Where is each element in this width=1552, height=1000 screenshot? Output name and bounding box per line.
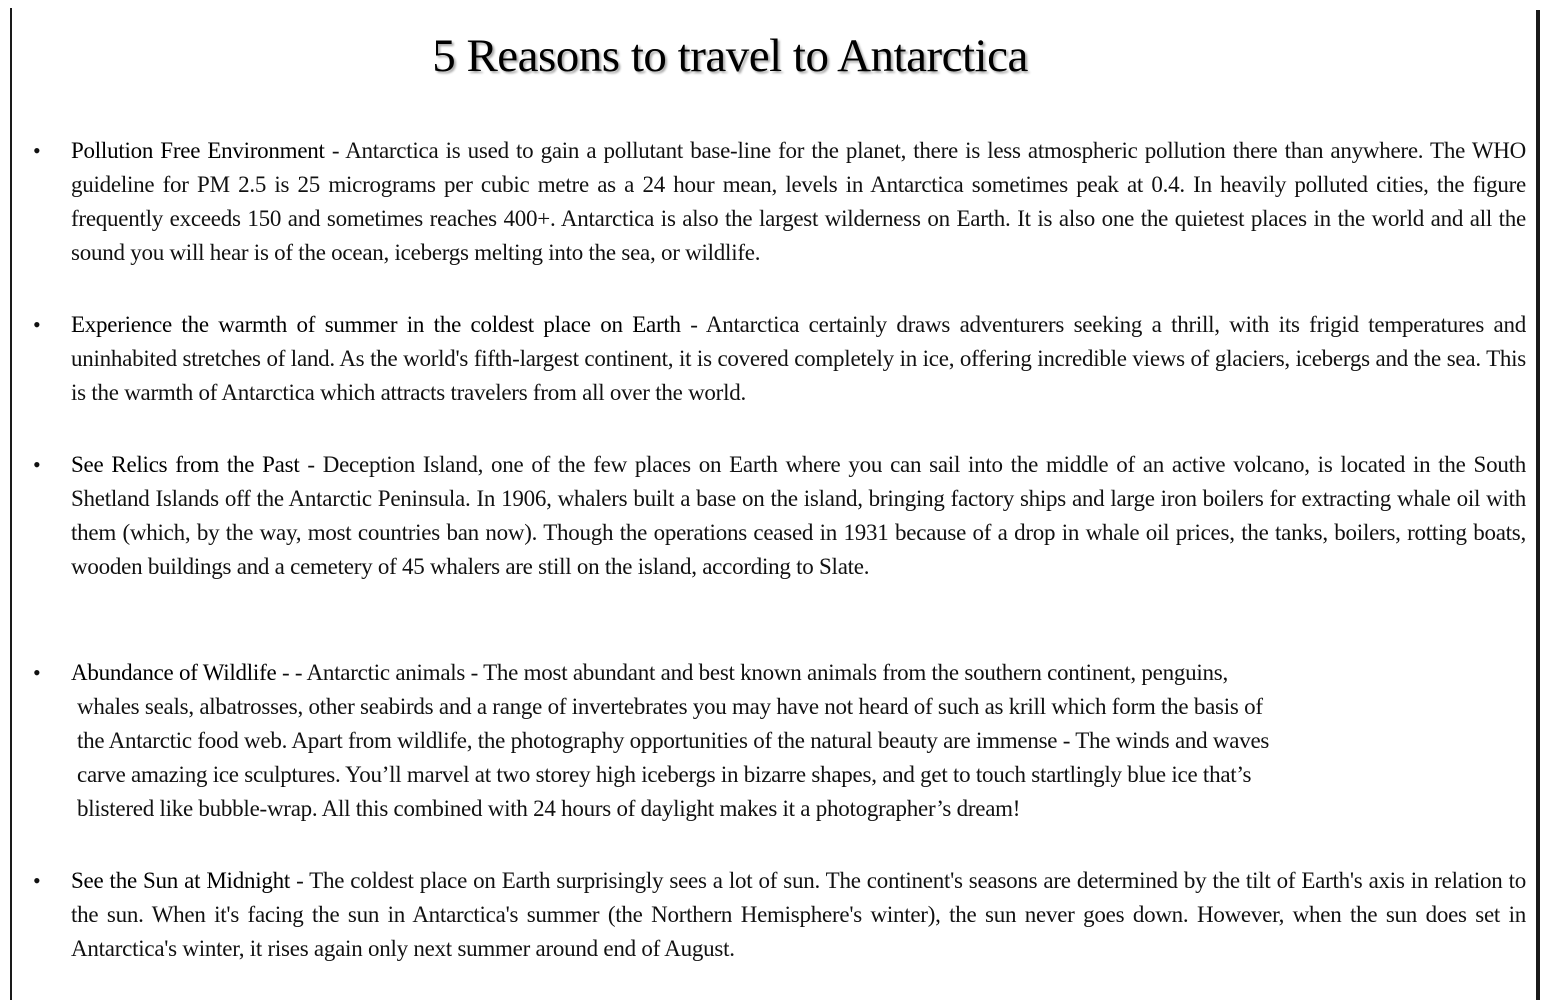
reason-body-line: Antarctic animals - The most abundant and best known animals from the southern continent, penguins, xyxy=(306,660,1228,685)
reason-separator: - - xyxy=(276,660,307,685)
reason-separator: - xyxy=(680,312,706,337)
reason-body: Antarctica certainly draws adventurers seeking a thrill, with its frigid temperatures and uninhabited stretches of land. As the world's fifth-largest continent, it is covered completely in ice, offering incredible views of glaciers, icebergs and the sea. This is the warmth of Antarctica which attracts travelers from all over the world. xyxy=(71,312,1526,405)
wildlife-line-4: carve amazing ice sculptures. You’ll marvel at two storey high icebergs in bizarre shapes, and get to touch startlingly blue ice that’s xyxy=(77,762,1252,787)
bullet-icon: • xyxy=(33,452,41,477)
wildlife-line-1 xyxy=(71,656,1461,690)
bullet-icon: • xyxy=(33,312,41,337)
bullet-icon: • xyxy=(33,138,41,163)
wildlife-line-3: the Antarctic food web. Apart from wildlife, the photography opportunities of the natural beauty are immense - The winds and waves xyxy=(77,728,1270,753)
bullet-icon: • xyxy=(33,868,41,893)
reason-heading: Experience the warmth of summer in the coldest place on Earth xyxy=(71,312,681,337)
page-title: 5 Reasons to travel to Antarctica xyxy=(432,30,1028,82)
bullet-icon: • xyxy=(33,660,41,685)
reason-item-wildlife xyxy=(33,656,1461,826)
left-border-line xyxy=(10,8,12,1000)
reason-heading: Pollution Free Environment xyxy=(71,138,325,163)
reason-heading: See the Sun at Midnight xyxy=(71,868,290,893)
reason-heading: Abundance of Wildlife xyxy=(71,660,277,685)
wildlife-line-2: whales seals, albatrosses, other seabirds and a range of invertebrates you may have not heard of such as krill which form the basis of xyxy=(77,694,1263,719)
reason-item-pollution-free xyxy=(33,134,1527,270)
reason-separator: - xyxy=(299,452,323,477)
reason-heading: See Relics from the Past xyxy=(71,452,300,477)
reason-separator: - xyxy=(324,138,346,163)
reason-body: Deception Island, one of the few places on Earth where you can sail into the middle of an active volcano, is located in the South Shetland Islands off the Antarctic Peninsula. In 1906, whalers built a base on the island, bringing factory ships and large iron boilers for extracting whale oil with them (which, by the way, most countries ban now). Though the operations ceased in 1931 because of a drop in whale oil prices, the tanks, boilers, rotting boats, wooden buildings and a cemetery of 45 whalers are still on the island, according to Slate. xyxy=(71,452,1526,579)
reason-item-midnight-sun xyxy=(33,864,1526,966)
right-border-line xyxy=(1536,10,1540,1000)
reason-body: The coldest place on Earth surprisingly sees a lot of sun. The continent's seasons are determined by the tilt of Earth's axis in relation to the sun. When it's facing the sun in Antarctica's summer (the Northern Hemisphere's winter), the sun never goes down. However, when the sun does set in Antarctica's winter, it rises again only next summer around end of August. xyxy=(71,868,1526,961)
reason-body: Antarctica is used to gain a pollutant base-line for the planet, there is less atmospheric pollution there than anywhere. The WHO guideline for PM 2.5 is 25 micrograms per cubic metre as a 24 hour mean, levels in Antarctica sometimes peak at 0.4. In heavily polluted cities, the figure frequently exceeds 150 and sometimes reaches 400+. Antarctica is also the largest wilderness on Earth. It is also one the quietest places in the world and all the sound you will hear is of the ocean, icebergs melting into the sea, or wildlife. xyxy=(71,138,1527,265)
reason-separator: - xyxy=(289,868,310,893)
reason-item-summer-warmth xyxy=(33,308,1526,410)
wildlife-line-5: blistered like bubble-wrap. All this combined with 24 hours of daylight makes it a photographer’s dream! xyxy=(77,796,1021,821)
reason-item-relics xyxy=(33,448,1526,584)
